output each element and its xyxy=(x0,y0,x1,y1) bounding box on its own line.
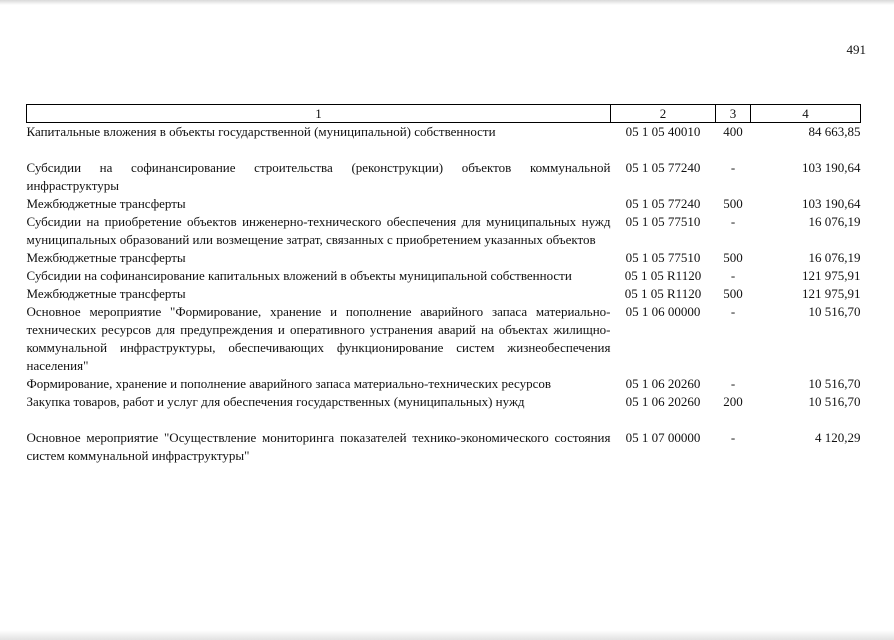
table-row xyxy=(27,159,861,195)
row-type: 400 xyxy=(723,124,743,139)
row-type: - xyxy=(730,430,736,445)
row-sum: 16 076,19 xyxy=(808,250,861,265)
row-type: 500 xyxy=(723,196,743,211)
row-name: Межбюджетные трансферты xyxy=(26,250,186,265)
row-sum: 103 190,64 xyxy=(802,196,861,211)
row-name: Закупка товаров, работ и услуг для обеспечения государственных (муниципальных) нужд xyxy=(26,394,525,409)
row-code: 05 1 05 40010 xyxy=(625,124,701,139)
row-name: Формирование, хранение и пополнение аварийного запаса материально-технических ресурсов xyxy=(26,376,552,391)
row-code: 05 1 05 77510 xyxy=(625,250,701,265)
table-row xyxy=(27,213,861,249)
row-code: 05 1 07 00000 xyxy=(625,430,701,445)
row-type: 500 xyxy=(723,250,743,265)
header-col-2: 2 xyxy=(611,105,716,123)
table-row xyxy=(27,375,861,393)
table-row xyxy=(27,285,861,303)
row-type: - xyxy=(730,268,736,283)
table-row xyxy=(27,267,861,285)
table-row xyxy=(27,195,861,213)
row-name: Основное мероприятие "Формирование, хранение и пополнение аварийного запаса материально-технических ресурсов для предупреждения и оперативного устранения аварий на объектах жилищно-коммунальной инфраструктуры, обеспечивающих функционирование систем жизнеобеспечения населения" xyxy=(26,304,611,373)
row-name: Межбюджетные трансферты xyxy=(26,286,186,301)
row-type: - xyxy=(730,214,736,229)
row-name: Капитальные вложения в объекты государственной (муниципальной) собственности xyxy=(26,124,496,139)
row-sum: 121 975,91 xyxy=(802,286,861,301)
row-code: 05 1 06 00000 xyxy=(625,304,701,319)
row-code: 05 1 05 77240 xyxy=(625,160,701,175)
table-row xyxy=(27,393,861,429)
budget-table xyxy=(26,104,861,465)
row-name: Субсидии на приобретение объектов инженерно-технического обеспечения для муниципальных нужд муниципальных образований или возмещение затрат, связанных с приобретением указанных объектов xyxy=(26,214,611,247)
table-row xyxy=(27,249,861,267)
row-code: 05 1 05 R1120 xyxy=(624,268,702,283)
row-code: 05 1 06 20260 xyxy=(625,376,701,391)
row-sum: 10 516,70 xyxy=(808,394,861,409)
scan-edge-top xyxy=(0,0,894,5)
row-type: - xyxy=(730,304,736,319)
row-name: Субсидии на софинансирование строительства (реконструкции) объектов коммунальной инфраструктуры xyxy=(26,160,611,193)
row-code: 05 1 05 R1120 xyxy=(624,286,702,301)
row-name: Основное мероприятие "Осуществление мониторинга показателей технико-экономического состояния систем коммунальной инфраструктуры" xyxy=(26,430,611,463)
row-type: - xyxy=(730,376,736,391)
row-sum: 4 120,29 xyxy=(815,430,861,445)
row-sum: 103 190,64 xyxy=(802,160,861,175)
row-code: 05 1 05 77510 xyxy=(625,214,701,229)
row-sum: 121 975,91 xyxy=(802,268,861,283)
scan-edge-bottom xyxy=(0,630,894,640)
row-type: 500 xyxy=(723,286,743,301)
table-row xyxy=(27,429,861,465)
header-col-1: 1 xyxy=(27,105,611,123)
row-name: Межбюджетные трансферты xyxy=(26,196,186,211)
row-sum: 10 516,70 xyxy=(808,376,861,391)
row-sum: 84 663,85 xyxy=(808,124,861,139)
header-row xyxy=(27,105,861,123)
header-col-4: 4 xyxy=(751,105,861,123)
row-sum: 10 516,70 xyxy=(808,304,861,319)
row-type: 200 xyxy=(723,394,743,409)
row-sum: 16 076,19 xyxy=(808,214,861,229)
row-code: 05 1 06 20260 xyxy=(625,394,701,409)
table-row xyxy=(27,303,861,375)
row-code: 05 1 05 77240 xyxy=(625,196,701,211)
row-name: Субсидии на софинансирование капитальных вложений в объекты муниципальной собственности xyxy=(26,268,572,283)
table-row xyxy=(27,123,861,160)
row-type: - xyxy=(730,160,736,175)
page-number: 491 xyxy=(846,42,866,57)
header-col-3: 3 xyxy=(716,105,751,123)
